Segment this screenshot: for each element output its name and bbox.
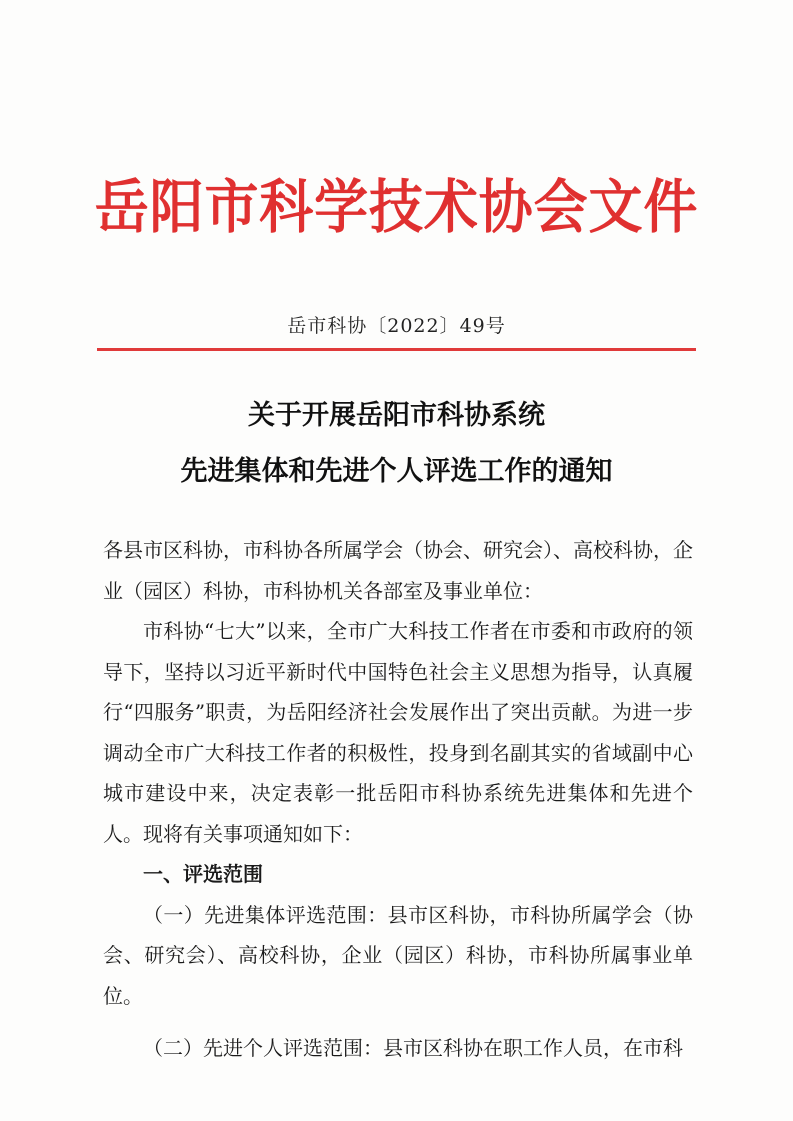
section-heading-scope: 一、评选范围 (143, 862, 263, 886)
intro-paragraph: 市科协“七大”以来，全市广大科技工作者在市委和市政府的领导下，坚持以习近平新时代中国特色社会主义思想为指导，认真履行“四服务”职责，为岳阳经济社会发展作出了突出贡献。为进一步调动全市广大科技工作者的积极性，投身到名副其实的省域副中心城市建设中来，决定表彰一批岳阳市科协系统先进集体和先进个人。现将有关事项通知如下： (103, 619, 693, 846)
scope-item-collective: （一）先进集体评选范围：县市区科协，市科协所属学会（协会、研究会）、高校科协，企业（园区）科协，市科协所属事业单位。 (103, 902, 693, 1008)
notice-title-line2: 先进集体和先进个人评选工作的通知 (180, 456, 613, 487)
paragraph-gap (103, 1016, 693, 1028)
notice-title-line1: 关于开展岳阳市科协系统 (248, 400, 545, 431)
notice-body (103, 530, 693, 1069)
addressees-paragraph: 各县市区科协，市科协各所属学会（协会、研究会）、高校科协，企业（园区）科协，市科协机关各部室及事业单位： (103, 538, 693, 603)
document-number: 岳市科协〔2022〕49号 (287, 315, 506, 337)
red-separator-line (97, 348, 696, 351)
issuer-title: 岳阳市科学技术协会文件 (94, 173, 699, 241)
scope-item-individual: （二）先进个人评选范围：县市区科协在职工作人员，在市科 (143, 1036, 683, 1060)
